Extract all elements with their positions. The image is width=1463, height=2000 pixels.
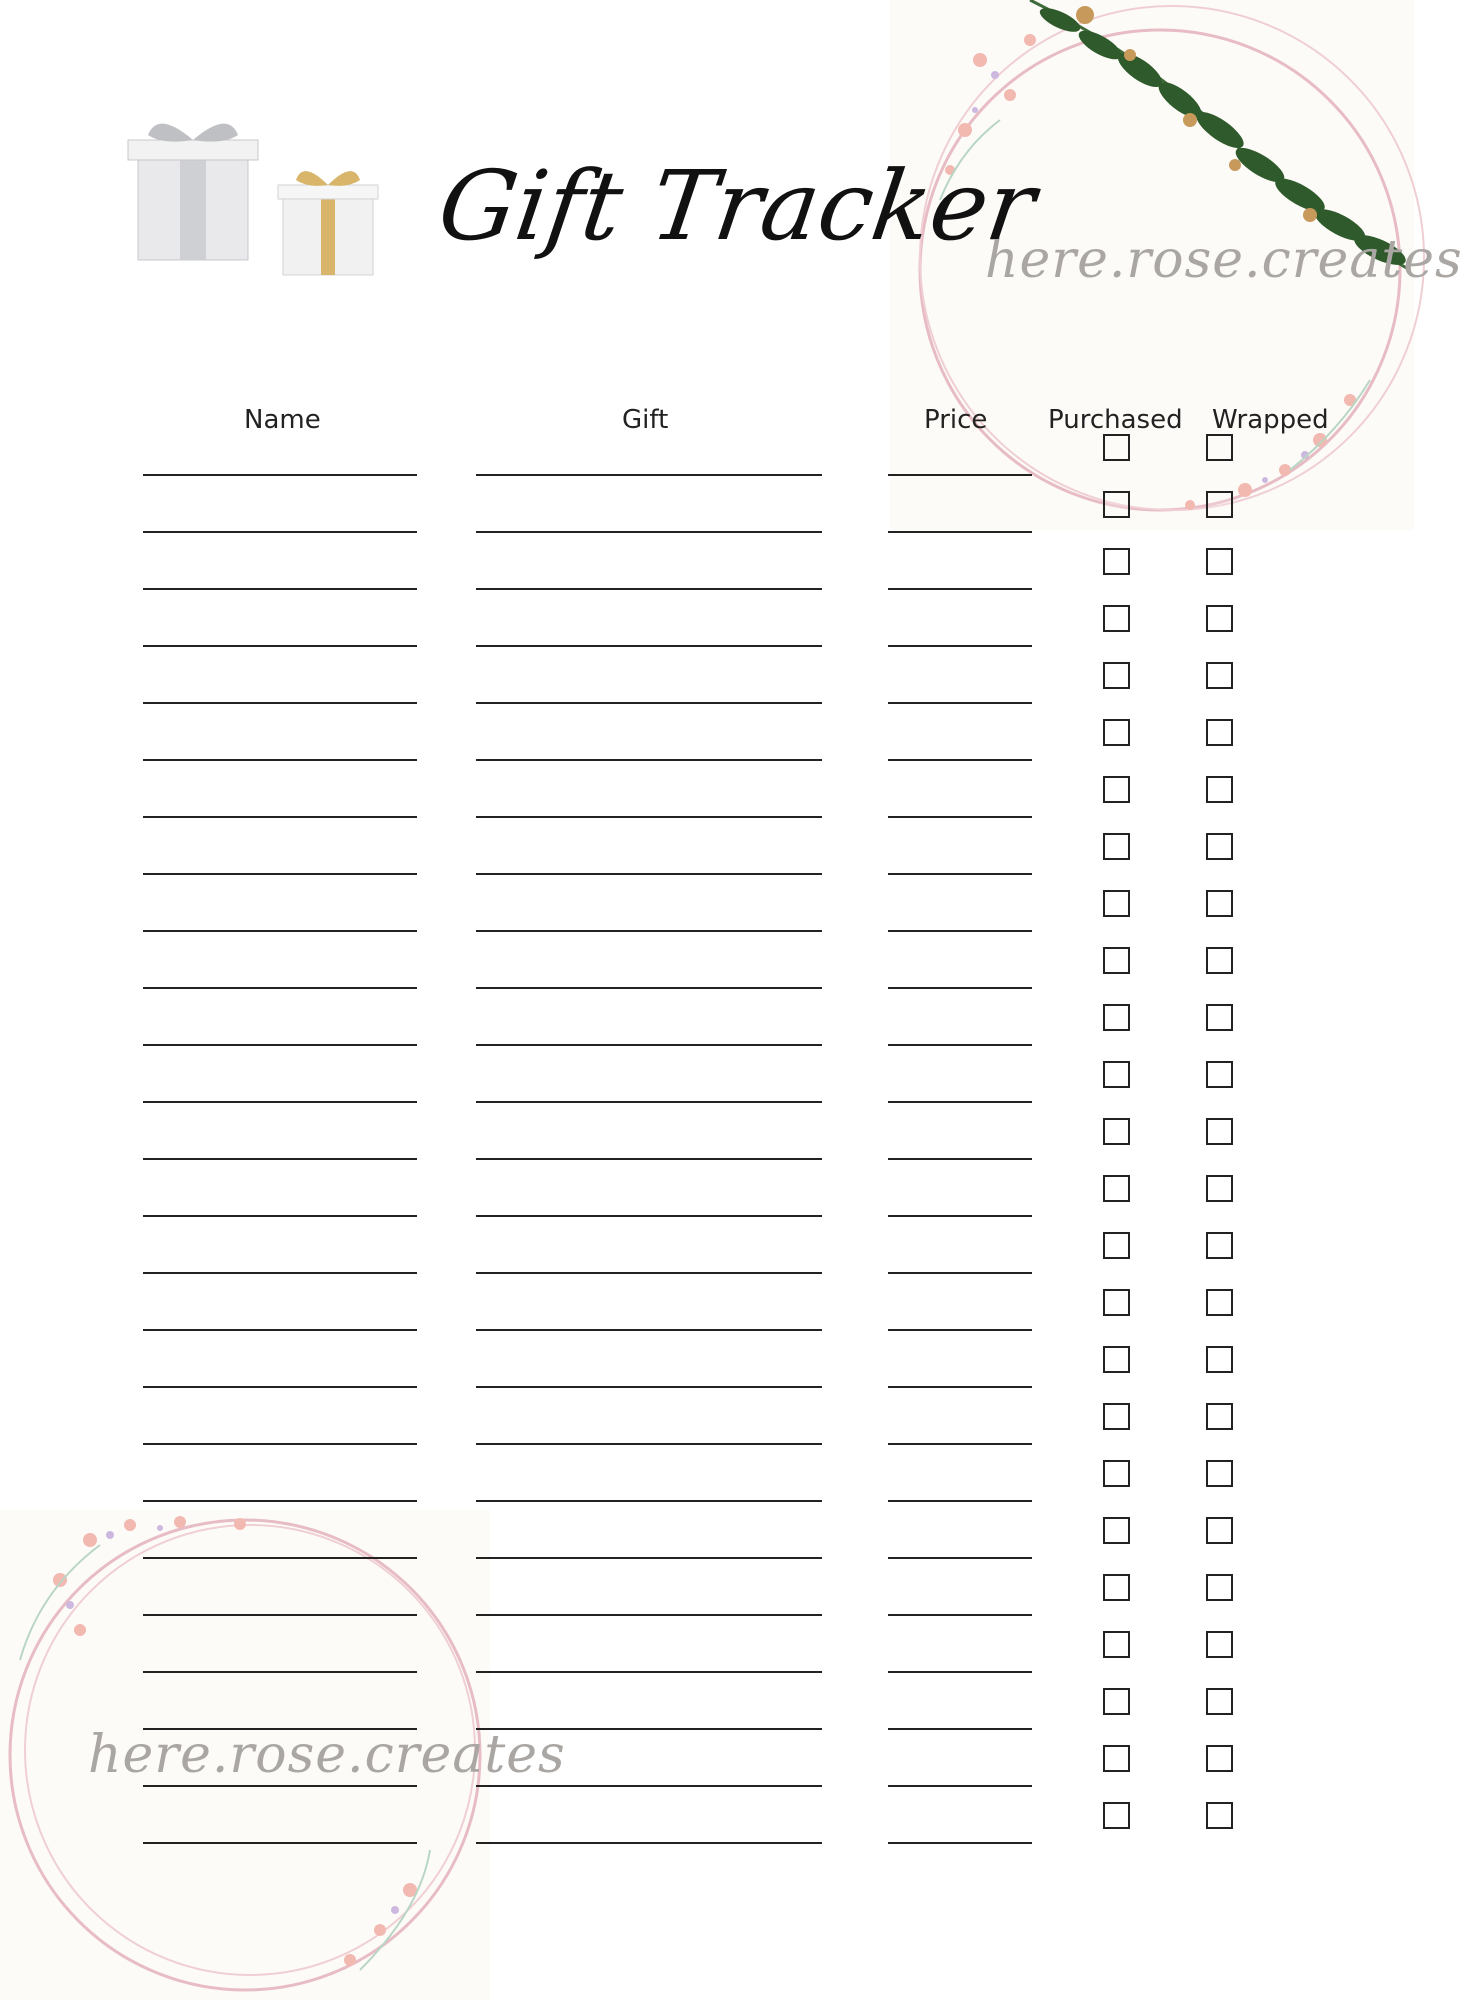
wrapped-checkbox[interactable] — [1206, 1175, 1233, 1202]
tracker-row — [0, 1014, 1414, 1071]
purchased-checkbox[interactable] — [1103, 1061, 1130, 1088]
name-field-line[interactable] — [143, 1101, 417, 1103]
tracker-row — [0, 1470, 1414, 1527]
price-field-line[interactable] — [888, 1500, 1032, 1502]
price-field-line[interactable] — [888, 645, 1032, 647]
gift-field-line[interactable] — [476, 1614, 822, 1616]
wrapped-checkbox[interactable] — [1206, 662, 1233, 689]
name-field-line[interactable] — [143, 1842, 417, 1844]
tracker-row — [0, 729, 1414, 786]
name-field-line[interactable] — [143, 759, 417, 761]
gift-field-line[interactable] — [476, 1158, 822, 1160]
gift-field-line[interactable] — [476, 1500, 822, 1502]
tracker-row — [0, 672, 1414, 729]
purchased-checkbox[interactable] — [1103, 491, 1130, 518]
tracker-row — [0, 444, 1414, 501]
wrapped-checkbox[interactable] — [1206, 1289, 1233, 1316]
wrapped-checkbox[interactable] — [1206, 605, 1233, 632]
gift-field-line[interactable] — [476, 1329, 822, 1331]
wrapped-checkbox[interactable] — [1206, 833, 1233, 860]
price-field-line[interactable] — [888, 816, 1032, 818]
price-field-line[interactable] — [888, 1614, 1032, 1616]
name-field-line[interactable] — [143, 1215, 417, 1217]
wrapped-checkbox[interactable] — [1206, 1574, 1233, 1601]
purchased-checkbox[interactable] — [1103, 1403, 1130, 1430]
tracker-row — [0, 501, 1414, 558]
gift-field-line[interactable] — [476, 1842, 822, 1844]
price-field-line[interactable] — [888, 1386, 1032, 1388]
gift-field-line[interactable] — [476, 873, 822, 875]
gift-field-line[interactable] — [476, 1101, 822, 1103]
price-field-line[interactable] — [888, 930, 1032, 932]
wrapped-checkbox[interactable] — [1206, 1118, 1233, 1145]
purchased-checkbox[interactable] — [1103, 833, 1130, 860]
name-field-line[interactable] — [143, 1329, 417, 1331]
name-field-line[interactable] — [143, 474, 417, 476]
name-field-line[interactable] — [143, 1785, 417, 1787]
gift-field-line[interactable] — [476, 1557, 822, 1559]
name-field-line[interactable] — [143, 1728, 417, 1730]
gift-field-line[interactable] — [476, 1044, 822, 1046]
gift-field-line[interactable] — [476, 645, 822, 647]
name-field-line[interactable] — [143, 987, 417, 989]
name-field-line[interactable] — [143, 588, 417, 590]
wrapped-checkbox[interactable] — [1206, 548, 1233, 575]
purchased-checkbox[interactable] — [1103, 1802, 1130, 1829]
tracker-row — [0, 1527, 1414, 1584]
purchased-checkbox[interactable] — [1103, 776, 1130, 803]
column-header-wrapped: Wrapped — [1212, 405, 1329, 435]
price-field-line[interactable] — [888, 1044, 1032, 1046]
tracker-row — [0, 900, 1414, 957]
name-field-line[interactable] — [143, 1557, 417, 1559]
watermark-bottom: here.rose.creates — [88, 1725, 566, 1785]
price-field-line[interactable] — [888, 873, 1032, 875]
purchased-checkbox[interactable] — [1103, 1574, 1130, 1601]
tracker-row — [0, 786, 1414, 843]
price-field-line[interactable] — [888, 1215, 1032, 1217]
wrapped-checkbox[interactable] — [1206, 1688, 1233, 1715]
price-field-line[interactable] — [888, 987, 1032, 989]
purchased-checkbox[interactable] — [1103, 1118, 1130, 1145]
purchased-checkbox[interactable] — [1103, 1289, 1130, 1316]
name-field-line[interactable] — [143, 1500, 417, 1502]
watermark-top: here.rose.creates — [985, 230, 1463, 290]
gift-field-line[interactable] — [476, 1785, 822, 1787]
gift-field-line[interactable] — [476, 588, 822, 590]
gift-field-line[interactable] — [476, 531, 822, 533]
price-field-line[interactable] — [888, 588, 1032, 590]
price-field-line[interactable] — [888, 1272, 1032, 1274]
wrapped-checkbox[interactable] — [1206, 1460, 1233, 1487]
wrapped-checkbox[interactable] — [1206, 1745, 1233, 1772]
wrapped-checkbox[interactable] — [1206, 1061, 1233, 1088]
wrapped-checkbox[interactable] — [1206, 890, 1233, 917]
gift-field-line[interactable] — [476, 1386, 822, 1388]
gift-field-line[interactable] — [476, 987, 822, 989]
price-field-line[interactable] — [888, 1557, 1032, 1559]
name-field-line[interactable] — [143, 645, 417, 647]
wrapped-checkbox[interactable] — [1206, 947, 1233, 974]
purchased-checkbox[interactable] — [1103, 1346, 1130, 1373]
gift-field-line[interactable] — [476, 1671, 822, 1673]
purchased-checkbox[interactable] — [1103, 1517, 1130, 1544]
name-field-line[interactable] — [143, 930, 417, 932]
purchased-checkbox[interactable] — [1103, 1460, 1130, 1487]
purchased-checkbox[interactable] — [1103, 548, 1130, 575]
wrapped-checkbox[interactable] — [1206, 1004, 1233, 1031]
purchased-checkbox[interactable] — [1103, 719, 1130, 746]
gift-field-line[interactable] — [476, 930, 822, 932]
gift-box-gold-icon — [278, 171, 378, 275]
price-field-line[interactable] — [888, 531, 1032, 533]
tracker-row — [0, 1128, 1414, 1185]
wrapped-checkbox[interactable] — [1206, 1346, 1233, 1373]
purchased-checkbox[interactable] — [1103, 1004, 1130, 1031]
price-field-line[interactable] — [888, 1671, 1032, 1673]
purchased-checkbox[interactable] — [1103, 1175, 1130, 1202]
name-field-line[interactable] — [143, 1386, 417, 1388]
wrapped-checkbox[interactable] — [1206, 1232, 1233, 1259]
column-header-purchased: Purchased — [1048, 405, 1183, 435]
tracker-row — [0, 1071, 1414, 1128]
name-field-line[interactable] — [143, 702, 417, 704]
gift-field-line[interactable] — [476, 702, 822, 704]
price-field-line[interactable] — [888, 1101, 1032, 1103]
price-field-line[interactable] — [888, 702, 1032, 704]
wrapped-checkbox[interactable] — [1206, 1517, 1233, 1544]
tracker-row — [0, 1299, 1414, 1356]
purchased-checkbox[interactable] — [1103, 605, 1130, 632]
wrapped-checkbox[interactable] — [1206, 719, 1233, 746]
gift-field-line[interactable] — [476, 1272, 822, 1274]
name-field-line[interactable] — [143, 1614, 417, 1616]
tracker-row — [0, 1641, 1414, 1698]
gift-field-line[interactable] — [476, 759, 822, 761]
tracker-row — [0, 1584, 1414, 1641]
wrapped-checkbox[interactable] — [1206, 776, 1233, 803]
name-field-line[interactable] — [143, 1044, 417, 1046]
price-field-line[interactable] — [888, 1785, 1032, 1787]
page-title: Gift Tracker — [432, 150, 1042, 262]
purchased-checkbox[interactable] — [1103, 662, 1130, 689]
price-field-line[interactable] — [888, 1443, 1032, 1445]
gift-field-line[interactable] — [476, 474, 822, 476]
tracker-row — [0, 957, 1414, 1014]
tracker-row — [0, 1356, 1414, 1413]
tracker-row — [0, 558, 1414, 615]
name-field-line[interactable] — [143, 1272, 417, 1274]
purchased-checkbox[interactable] — [1103, 947, 1130, 974]
gift-field-line[interactable] — [476, 1215, 822, 1217]
tracker-row — [0, 1242, 1414, 1299]
name-field-line[interactable] — [143, 1671, 417, 1673]
column-header-gift: Gift — [622, 405, 669, 435]
name-field-line[interactable] — [143, 531, 417, 533]
price-field-line[interactable] — [888, 1728, 1032, 1730]
purchased-checkbox[interactable] — [1103, 434, 1130, 461]
gift-field-line[interactable] — [476, 1443, 822, 1445]
wrapped-checkbox[interactable] — [1206, 491, 1233, 518]
price-field-line[interactable] — [888, 1158, 1032, 1160]
tracker-row — [0, 1185, 1414, 1242]
price-field-line[interactable] — [888, 474, 1032, 476]
name-field-line[interactable] — [143, 1158, 417, 1160]
tracker-row — [0, 1812, 1414, 1869]
wrapped-checkbox[interactable] — [1206, 434, 1233, 461]
purchased-checkbox[interactable] — [1103, 1631, 1130, 1658]
name-field-line[interactable] — [143, 1443, 417, 1445]
purchased-checkbox[interactable] — [1103, 1232, 1130, 1259]
purchased-checkbox[interactable] — [1103, 1688, 1130, 1715]
price-field-line[interactable] — [888, 1842, 1032, 1844]
gift-field-line[interactable] — [476, 816, 822, 818]
tracker-row — [0, 843, 1414, 900]
column-header-price: Price — [924, 405, 988, 435]
gift-boxes-illustration — [118, 110, 408, 299]
purchased-checkbox[interactable] — [1103, 890, 1130, 917]
wrapped-checkbox[interactable] — [1206, 1631, 1233, 1658]
column-header-name: Name — [244, 405, 321, 435]
gift-field-line[interactable] — [476, 1728, 822, 1730]
tracker-row — [0, 1698, 1414, 1755]
tracker-row — [0, 1755, 1414, 1812]
tracker-row — [0, 1413, 1414, 1470]
purchased-checkbox[interactable] — [1103, 1745, 1130, 1772]
gift-box-silver-icon — [128, 124, 258, 260]
wrapped-checkbox[interactable] — [1206, 1802, 1233, 1829]
price-field-line[interactable] — [888, 759, 1032, 761]
wrapped-checkbox[interactable] — [1206, 1403, 1233, 1430]
name-field-line[interactable] — [143, 816, 417, 818]
price-field-line[interactable] — [888, 1329, 1032, 1331]
tracker-row — [0, 615, 1414, 672]
name-field-line[interactable] — [143, 873, 417, 875]
